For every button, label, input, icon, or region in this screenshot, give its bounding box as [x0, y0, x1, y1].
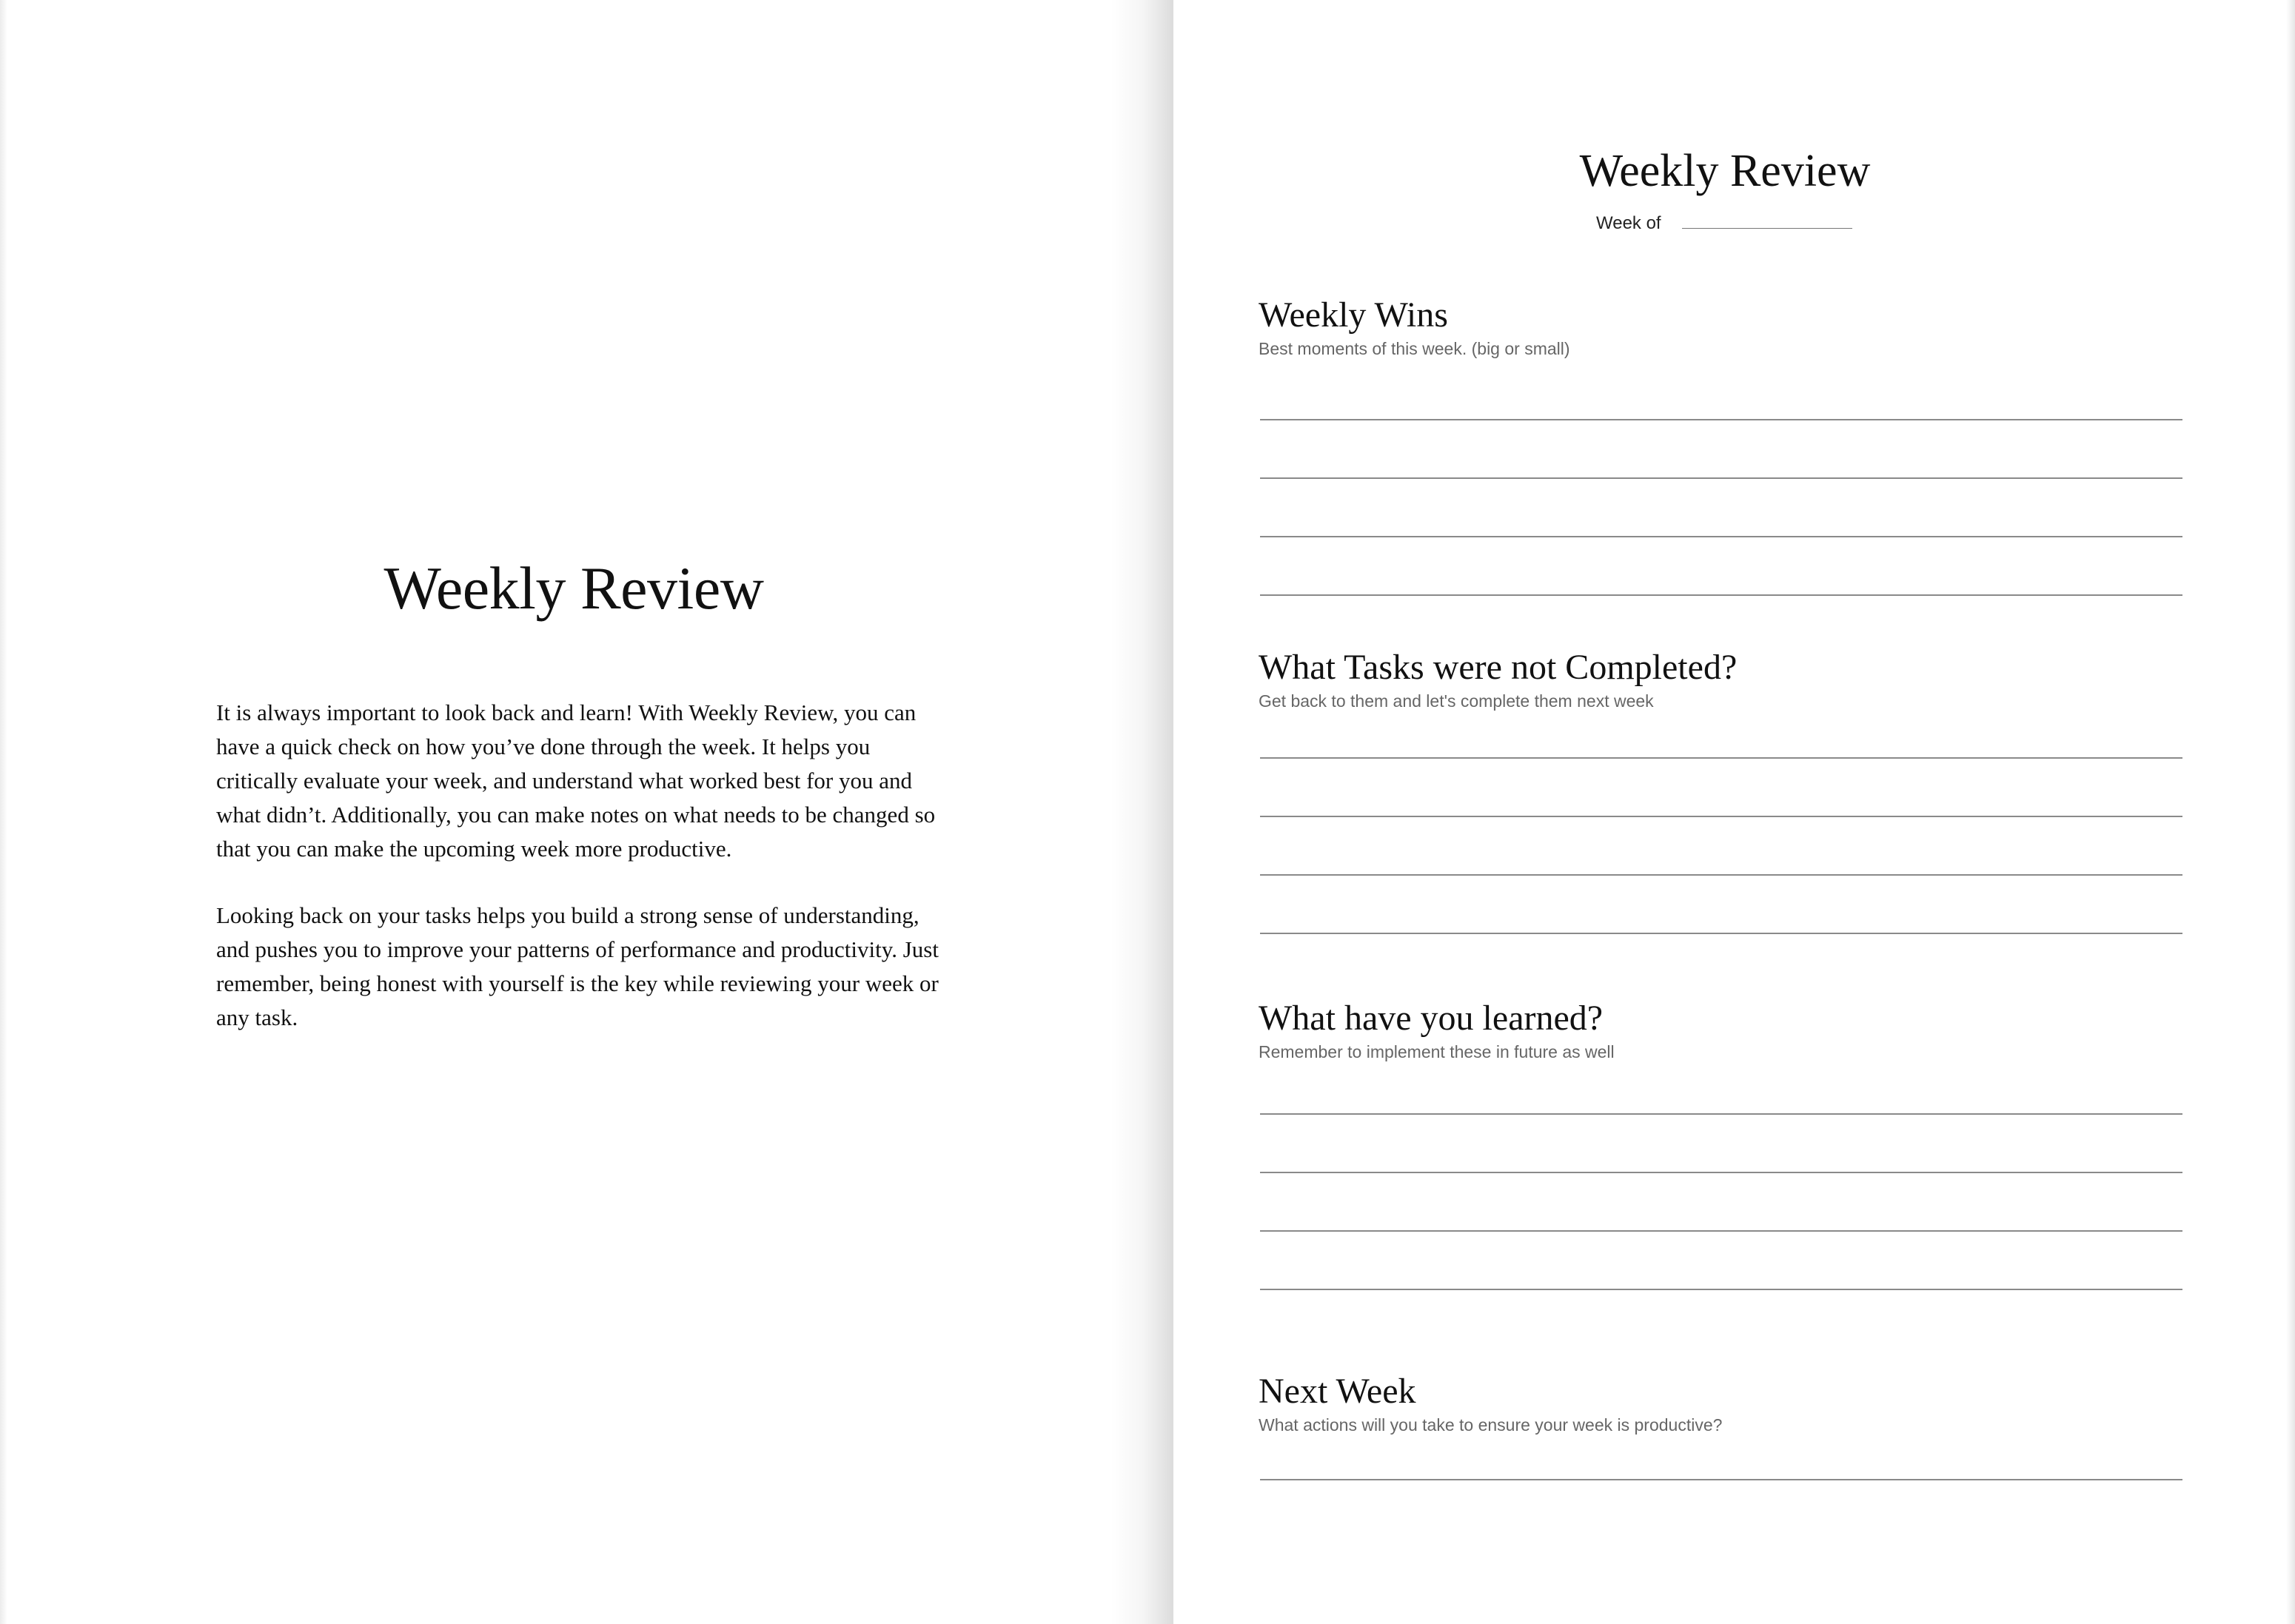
writing-line[interactable] [1260, 536, 2182, 537]
section-tasks-not-completed [1259, 647, 2184, 712]
section-title: What Tasks were not Completed? [1259, 648, 1738, 687]
writing-line[interactable] [1260, 1113, 2182, 1115]
section-weekly-wins [1259, 295, 2184, 360]
writing-line[interactable] [1260, 874, 2182, 876]
page-edge [2286, 0, 2295, 1624]
page-edge [0, 0, 7, 1624]
section-subtitle: Remember to implement these in future as well [1259, 1042, 1615, 1061]
intro-title: Weekly Review [383, 554, 764, 622]
writing-line[interactable] [1260, 1172, 2182, 1173]
right-page [1173, 0, 2295, 1624]
writing-line[interactable] [1260, 1230, 2182, 1232]
section-subtitle: Get back to them and let's complete them next week [1259, 691, 1654, 711]
week-of-field[interactable] [1682, 228, 1852, 229]
writing-line[interactable] [1260, 1479, 2182, 1480]
section-title: Next Week [1259, 1372, 1416, 1411]
writing-line[interactable] [1260, 1289, 2182, 1290]
writing-line[interactable] [1260, 757, 2182, 759]
intro-paragraph-2: Looking back on your tasks helps you build a strong sense of understanding, and pushes you to improve your patterns of performance and productivity. Just remember, being honest with yourself is the key while reviewing your week or any task. [216, 902, 939, 1030]
section-subtitle: Best moments of this week. (big or small) [1259, 339, 1570, 358]
writing-line[interactable] [1260, 419, 2182, 420]
section-title: Weekly Wins [1259, 295, 1448, 335]
section-subtitle: What actions will you take to ensure your week is productive? [1259, 1415, 1723, 1435]
planner-title: Weekly Review [1579, 146, 1871, 196]
section-title: What have you learned? [1259, 999, 1604, 1038]
writing-line[interactable] [1260, 933, 2182, 934]
writing-line[interactable] [1260, 816, 2182, 817]
week-of-label: Week of [1596, 213, 1661, 233]
writing-line[interactable] [1260, 594, 2182, 596]
section-what-learned [1259, 998, 2184, 1063]
intro-paragraph-1: It is always important to look back and learn! With Weekly Review, you can have a quick check on how you’ve done through the week. It helps you critically evaluate your week, and understand what worked best for you and what didn’t. Additionally, you can make notes on what needs to be changed so that you can make the upcoming week more productive. [216, 699, 936, 862]
writing-line[interactable] [1260, 477, 2182, 479]
section-next-week [1259, 1371, 2184, 1436]
